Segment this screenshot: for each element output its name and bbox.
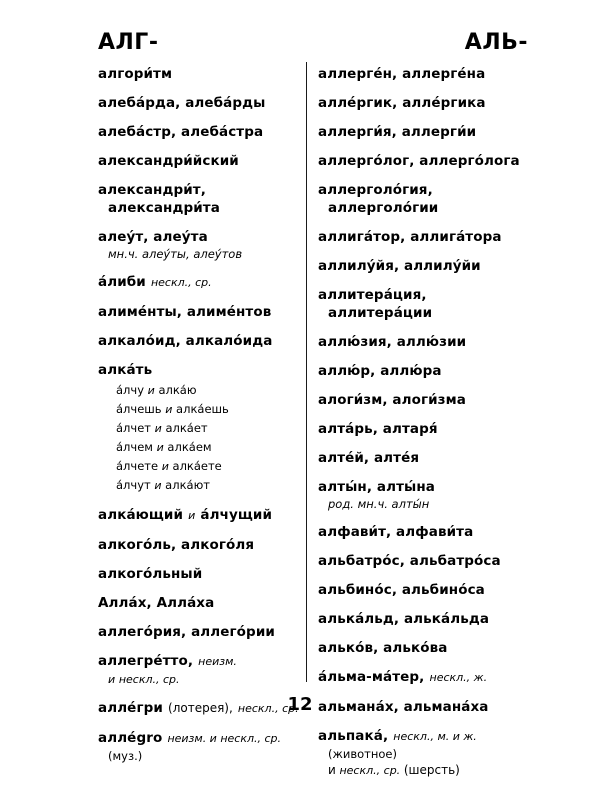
conjugation-form: а́лчете и алка́ете: [116, 459, 222, 473]
headword: александри́т,: [98, 182, 206, 198]
grammar-note: мн.ч. алеу́ты, алеу́тов: [108, 247, 243, 261]
conjugation-form: а́лчу и алка́ю: [116, 383, 197, 397]
column-divider: [306, 62, 307, 682]
conjugation-form: а́лчут и алка́ют: [116, 478, 210, 492]
headword: алько́в, алько́ва: [318, 640, 448, 656]
headword-continuation: александри́та: [108, 200, 220, 216]
headword: а́льма-ма́тер,: [318, 669, 425, 685]
dictionary-entry: [98, 331, 303, 350]
headword: а́либи: [98, 274, 146, 290]
conjugation-form: а́лчем и алка́ем: [116, 440, 212, 454]
dictionary-entry: [98, 302, 303, 321]
headword: алеба́рда, алеба́рды: [98, 95, 266, 111]
dictionary-entry: [98, 564, 303, 583]
dictionary-entry: [98, 535, 303, 554]
headword: алкого́льный: [98, 566, 203, 582]
headword: алка́ющий: [98, 507, 184, 523]
headword: алкого́ль, алкого́ля: [98, 537, 255, 553]
conjunction: и: [188, 509, 196, 522]
headword: альмана́х, альмана́ха: [318, 699, 489, 715]
dictionary-entry: [318, 667, 523, 687]
headword: альбино́с, альбино́са: [318, 582, 485, 598]
conjugation-forms: [98, 381, 303, 495]
headword: аллерго́лог, аллерго́лога: [318, 153, 520, 169]
headword: алфави́т, алфави́та: [318, 524, 474, 540]
gloss: (животное): [328, 747, 397, 761]
dictionary-entry: [318, 256, 523, 275]
headword-continuation: аллитера́ции: [328, 305, 433, 321]
headword: аллерге́н, аллерге́на: [318, 66, 486, 82]
headword: алле́гри: [98, 700, 163, 716]
dictionary-entry: [318, 551, 523, 570]
headword: алты́н, алты́на: [318, 479, 435, 495]
dictionary-entry: [318, 448, 523, 467]
headword: алька́льд, алька́льда: [318, 611, 490, 627]
grammar-note-line: и нескл., ср.: [108, 673, 180, 686]
page-number: 12: [287, 694, 313, 715]
dictionary-entry: [318, 151, 523, 170]
dictionary-entry: [318, 361, 523, 380]
dictionary-entry: [98, 180, 303, 217]
dictionary-entry: [318, 285, 523, 322]
dictionary-entry: [318, 638, 523, 657]
headword: алле́gro: [98, 730, 163, 746]
dictionary-entry: [318, 227, 523, 246]
headword: аллерги́я, аллерги́и: [318, 124, 477, 140]
headword: алте́й, алте́я: [318, 450, 420, 466]
grammar-note: род. мн.ч. алты́н: [328, 497, 430, 511]
dictionary-entry: [318, 522, 523, 541]
running-head-right: АЛЬ-: [464, 30, 528, 55]
headword: алле́ргик, алле́ргика: [318, 95, 486, 111]
dictionary-entry: [318, 580, 523, 599]
grammar-note: нескл., ж.: [429, 671, 488, 684]
dictionary-entry: [318, 477, 523, 512]
dictionary-entry: [318, 122, 523, 141]
headword: алеба́стр, алеба́стра: [98, 124, 264, 140]
grammar-note: неизм.: [198, 655, 237, 668]
dictionary-entry: [318, 180, 523, 217]
headword: аллего́рия, аллего́рии: [98, 624, 275, 640]
headword: алкало́ид, алкало́ида: [98, 333, 273, 349]
headword: аллю́зия, аллю́зии: [318, 334, 467, 350]
dictionary-entry: [98, 622, 303, 641]
headword: альбатро́с, альбатро́са: [318, 553, 501, 569]
headword: александри́йский: [98, 153, 239, 169]
headword-variant: а́лчущий: [200, 507, 272, 523]
dictionary-entry: [318, 390, 523, 409]
dictionary-entry: [98, 651, 303, 688]
headword: альпака́,: [318, 728, 389, 744]
gloss: (лотерея),: [168, 701, 233, 715]
conjugation-form: а́лчешь и алка́ешь: [116, 402, 229, 416]
right-column: [318, 64, 523, 789]
dictionary-entry: [98, 728, 303, 764]
dictionary-entry: [98, 122, 303, 141]
dictionary-entry: [98, 227, 303, 262]
gloss: (муз.): [108, 749, 143, 763]
dictionary-entry: [318, 726, 523, 779]
dictionary-entry: [98, 151, 303, 170]
headword: аллю́р, аллю́ра: [318, 363, 442, 379]
dictionary-entry: [318, 332, 523, 351]
headword: алка́ть: [98, 362, 153, 378]
conjugation-form: а́лчет и алка́ет: [116, 421, 208, 435]
headword: Алла́х, Алла́ха: [98, 595, 215, 611]
dictionary-entry: [98, 93, 303, 112]
headword: аллига́тор, аллига́тора: [318, 229, 502, 245]
headword: аллегре́тто,: [98, 653, 194, 669]
dictionary-entry: [98, 360, 303, 495]
grammar-note: нескл., ср.: [150, 276, 212, 289]
left-column: [98, 64, 303, 774]
dictionary-entry: [318, 609, 523, 628]
grammar-note: нескл., ср.: [237, 702, 299, 715]
headword: аллилу́йя, аллилу́йи: [318, 258, 481, 274]
dictionary-entry: [318, 64, 523, 83]
grammar-note-line: и нескл., ср. (шерсть): [328, 763, 460, 777]
headword: алта́рь, алтаря́: [318, 421, 438, 437]
headword: алоги́зм, алоги́зма: [318, 392, 466, 408]
headword: алиме́нты, алиме́нтов: [98, 304, 272, 320]
headword: алеу́т, алеу́та: [98, 229, 208, 245]
grammar-note: нескл., м. и ж.: [393, 730, 477, 743]
grammar-note: неизм. и нескл., ср.: [167, 732, 282, 745]
headword: алгори́тм: [98, 66, 173, 82]
headword: аллерголо́гия,: [318, 182, 433, 198]
running-head-left: АЛГ-: [98, 30, 159, 55]
dictionary-entry: [98, 64, 303, 83]
dictionary-entry: [98, 505, 303, 525]
dictionary-entry: [318, 419, 523, 438]
dictionary-entry: [318, 93, 523, 112]
headword: аллитера́ция,: [318, 287, 427, 303]
headword-continuation: аллерголо́гии: [328, 200, 439, 216]
dictionary-entry: [98, 272, 303, 292]
dictionary-entry: [98, 593, 303, 612]
